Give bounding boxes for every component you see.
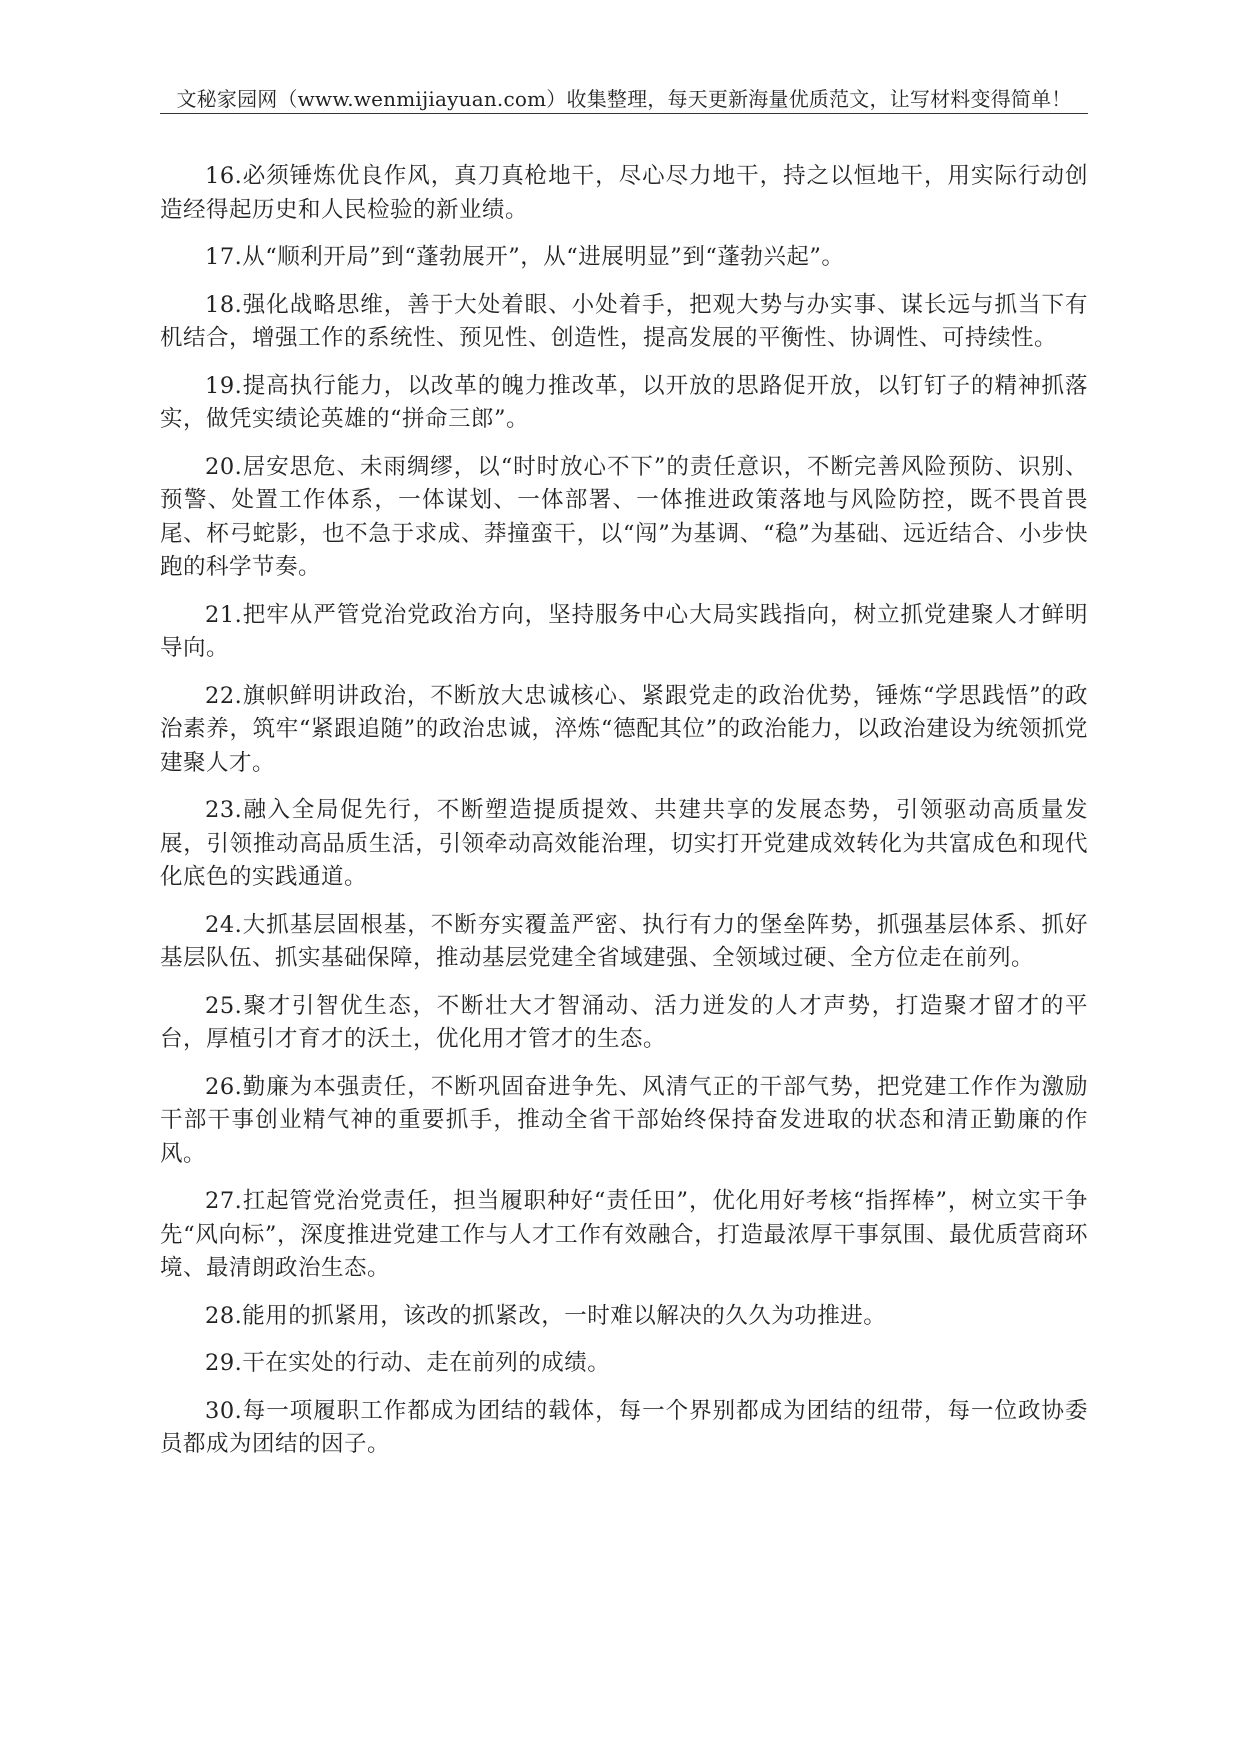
list-item xyxy=(160,1071,1088,1172)
list-item xyxy=(160,909,1088,976)
item-text: 把牢从严管党治党政治方向，坚持服务中心大局实践指向，树立抓党建聚人才鲜明导向。 xyxy=(160,601,1088,661)
item-text: 大抓基层固根基，不断夯实覆盖严密、执行有力的堡垒阵势，抓强基层体系、抓好基层队伍、抓实基础保障，推动基层党建全省域建强、全领域过硬、全方位走在前列。 xyxy=(160,911,1088,971)
item-number: 19. xyxy=(205,372,243,399)
item-text: 扛起管党治党责任，担当履职种好“责任田”，优化用好考核“指挥棒”，树立实干争先“风向标”，深度推进党建工作与人才工作有效融合，打造最浓厚干事氛围、最优质营商环境、最清朗政治生态。 xyxy=(160,1188,1088,1281)
list-item xyxy=(160,599,1088,666)
list-item xyxy=(160,990,1088,1057)
header-rule xyxy=(160,113,1088,114)
item-text: 旗帜鲜明讲政治，不断放大忠诚核心、紧跟党走的政治优势，锤炼“学思践悟”的政治素养，筑牢“紧跟追随”的政治忠诚，淬炼“德配其位”的政治能力，以政治建设为统领抓党建聚人才。 xyxy=(160,682,1088,776)
item-number: 17. xyxy=(205,244,243,270)
list-item xyxy=(160,370,1088,437)
list-item xyxy=(160,1347,1088,1381)
item-text: 从“顺利开局”到“蓬勃展开”，从“进展明显”到“蓬勃兴起”。 xyxy=(242,244,845,270)
list-item xyxy=(160,241,1088,275)
item-text: 必须锤炼优良作风，真刀真枪地干，尽心尽力地干，持之以恒地干，用实际行动创造经得起历史和人民检验的新业绩。 xyxy=(160,163,1088,223)
list-item xyxy=(160,794,1088,895)
item-text: 干在实处的行动、走在前列的成绩。 xyxy=(242,1350,611,1376)
list-item xyxy=(160,1395,1088,1462)
item-text: 提高执行能力，以改革的魄力推改革，以开放的思路促开放，以钉钉子的精神抓落实，做凭实绩论英雄的“拼命三郎”。 xyxy=(160,372,1088,432)
item-text: 居安思危、未雨绸缪，以“时时放心不下”的责任意识，不断完善风险预防、识别、预警、处置工作体系，一体谋划、一体部署、一体推进政策落地与风险防控，既不畏首畏尾、杯弓蛇影，也不急于求成、莽撞蛮干，以“闯”为基调、“稳”为基础、远近结合、小步快跑的科学节奏。 xyxy=(160,453,1088,580)
list-item xyxy=(160,1185,1088,1286)
document-body xyxy=(160,160,1088,1476)
item-number: 27. xyxy=(205,1188,243,1214)
item-number: 16. xyxy=(205,163,243,189)
page-header: 文秘家园网（www.wenmijiayuan.com）收集整理，每天更新海量优质范文，让写材料变得简单！ xyxy=(176,87,1072,111)
list-item xyxy=(160,680,1088,781)
item-text: 融入全局促先行，不断塑造提质提效、共建共享的发展态势，引领驱动高质量发展，引领推动高品质生活，引领牵动高效能治理，切实打开党建成效转化为共富成色和现代化底色的实践通道。 xyxy=(160,797,1088,890)
item-number: 24. xyxy=(205,911,243,938)
item-number: 30. xyxy=(205,1397,243,1424)
item-number: 23. xyxy=(205,797,243,823)
item-number: 29. xyxy=(205,1350,243,1376)
item-number: 25. xyxy=(205,992,243,1019)
item-text: 能用的抓紧用，该改的抓紧改，一时难以解决的久久为功推进。 xyxy=(242,1302,887,1329)
item-number: 28. xyxy=(205,1302,243,1329)
item-number: 26. xyxy=(205,1073,243,1100)
list-item xyxy=(160,160,1088,227)
list-item xyxy=(160,289,1088,356)
item-text: 聚才引智优生态，不断壮大才智涌动、活力迸发的人才声势，打造聚才留才的平台，厚植引才育才的沃土，优化用才管才的生态。 xyxy=(160,992,1088,1052)
item-number: 20. xyxy=(205,453,243,480)
item-text: 每一项履职工作都成为团结的载体，每一个界别都成为团结的纽带，每一位政协委员都成为团结的因子。 xyxy=(160,1397,1088,1457)
list-item xyxy=(160,451,1088,585)
item-text: 强化战略思维，善于大处着眼、小处着手，把观大势与办实事、谋长远与抓当下有机结合，增强工作的系统性、预见性、创造性，提高发展的平衡性、协调性、可持续性。 xyxy=(160,291,1088,351)
list-item xyxy=(160,1300,1088,1334)
item-number: 22. xyxy=(205,682,243,709)
item-number: 18. xyxy=(205,291,243,318)
item-number: 21. xyxy=(205,601,243,628)
item-text: 勤廉为本强责任，不断巩固奋进争先、风清气正的干部气势，把党建工作作为激励干部干事创业精气神的重要抓手，推动全省干部始终保持奋发进取的状态和清正勤廉的作风。 xyxy=(160,1073,1088,1167)
